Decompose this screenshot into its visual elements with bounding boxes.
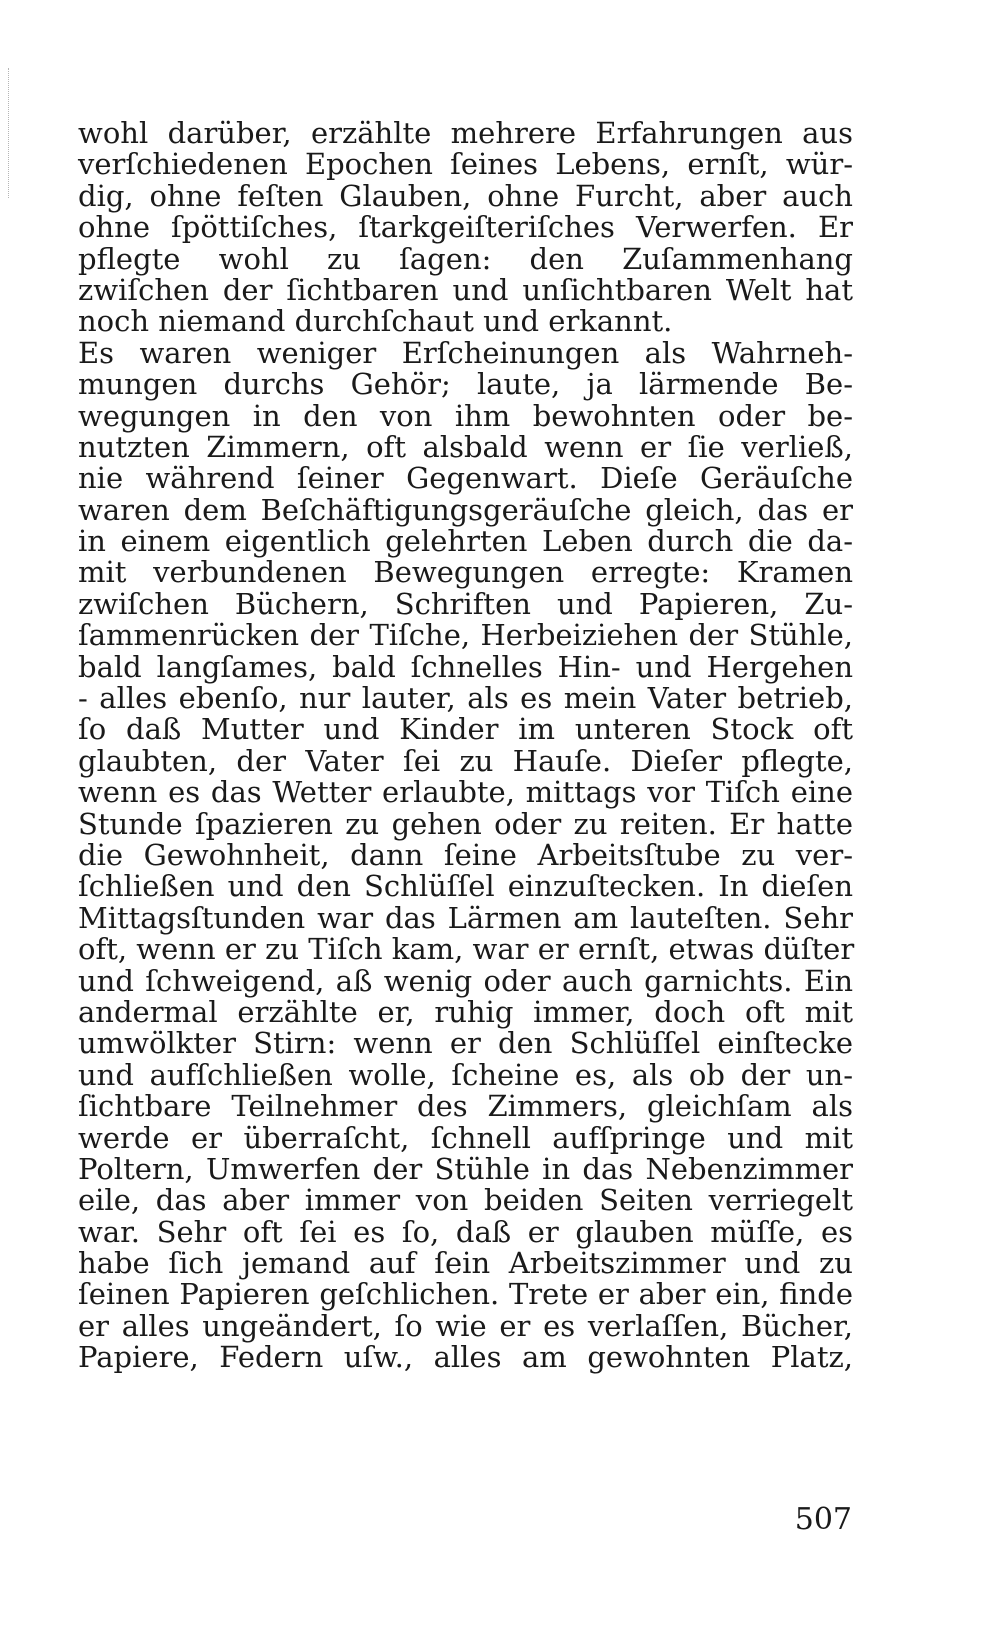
text-line: dig, ohne feſten Glauben, ohne Furcht, aber auch (78, 178, 853, 213)
text-line: und ſchweigend, aß wenig oder auch garnichts. Ein (78, 963, 853, 998)
text-line: ohne ſpöttiſches, ſtarkgeiſteriſches Verwerfen. Er (78, 210, 853, 245)
text-line: zwiſchen Büchern, Schriften und Papieren, Zu- (78, 586, 853, 621)
text-line: ſeinen Papieren geſchlichen. Trete er aber ein, finde (78, 1277, 853, 1312)
text-line: waren dem Beſchäftigungsgeräuſche gleich, das er (78, 492, 853, 527)
text-line: eile, das aber immer von beiden Seiten verriegelt (78, 1183, 853, 1218)
text-line: verſchiedenen Epochen ſeines Lebens, ernſt, wür- (78, 147, 853, 182)
text-line: Poltern, Umwerfen der Stühle in das Nebenzimmer (78, 1151, 853, 1186)
text-line: Es waren weniger Erſcheinungen als Wahrneh- (78, 335, 853, 370)
text-line: nutzten Zimmern, oft alsbald wenn er ſie verließ, (78, 429, 853, 464)
text-line: zwiſchen der ſichtbaren und unſichtbaren Welt hat (78, 272, 853, 307)
text-line: Stunde ſpazieren zu gehen oder zu reiten. Er hatte (78, 806, 853, 841)
text-line: ſchließen und den Schlüſſel einzuſtecken. In dieſen (78, 869, 853, 904)
text-line: Mittagsſtunden war das Lärmen am lauteſten. Sehr (78, 900, 853, 935)
text-line: die Gewohnheit, dann ſeine Arbeitsſtube zu ver- (78, 837, 853, 872)
text-line: wohl darüber, erzählte mehrere Erfahrungen aus (78, 116, 853, 150)
text-line: glaubten, der Vater ſei zu Hauſe. Dieſer pflegte, (78, 743, 853, 778)
text-line: in einem eigentlich gelehrten Leben durch die da- (78, 524, 853, 559)
text-line: ſichtbare Teilnehmer des Zimmers, gleichſam als (78, 1089, 853, 1124)
text-line: oft, wenn er zu Tiſch kam, war er ernſt, etwas düſter (78, 932, 855, 967)
text-line: war. Sehr oft ſei es ſo, daß er glauben müſſe, es (78, 1214, 853, 1249)
body-text (78, 118, 853, 1374)
text-line: bald langſames, bald ſchnelles Hin- und Hergehen (78, 649, 853, 684)
text-line: er alles ungeändert, ſo wie er es verlaſſen, Bücher, (78, 1308, 853, 1343)
text-line: Papiere, Federn uſw., alles am gewohnten Platz, (78, 1340, 853, 1375)
margin-scan-marks (8, 68, 15, 198)
text-line: andermal erzählte er, ruhig immer, doch oft mit (78, 994, 853, 1029)
text-line: mungen durchs Gehör; laute, ja lärmende Be- (78, 367, 853, 402)
text-line: mit verbundenen Bewegungen erregte: Kramen (78, 555, 853, 590)
text-line: nie während ſeiner Gegenwart. Dieſe Geräuſche (78, 461, 853, 496)
text-line: noch niemand durchſchaut und erkannt. (78, 304, 673, 339)
text-line: habe ſich jemand auf ſein Arbeitszimmer und zu (78, 1246, 853, 1281)
text-line: werde er überraſcht, ſchnell aufſpringe und mit (78, 1120, 853, 1155)
text-line: umwölkter Stirn: wenn er den Schlüſſel einſtecke (78, 1026, 853, 1061)
text-line: ſammenrücken der Tiſche, Herbeiziehen der Stühle, (78, 618, 853, 653)
text-line: wenn es das Wetter erlaubte, mittags vor Tiſch eine (78, 775, 853, 810)
text-line: - alles ebenſo, nur lauter, als es mein Vater betrieb, (78, 681, 853, 716)
page-number: 507 (794, 1502, 852, 1537)
text-line: ſo daß Mutter und Kinder im unteren Stock oft (78, 712, 853, 747)
text-line: pflegte wohl zu ſagen: den Zuſammenhang (78, 241, 853, 276)
text-line: wegungen in den von ihm bewohnten oder be- (78, 398, 853, 433)
text-line: und aufſchließen wolle, ſcheine es, als ob der un- (78, 1057, 853, 1092)
